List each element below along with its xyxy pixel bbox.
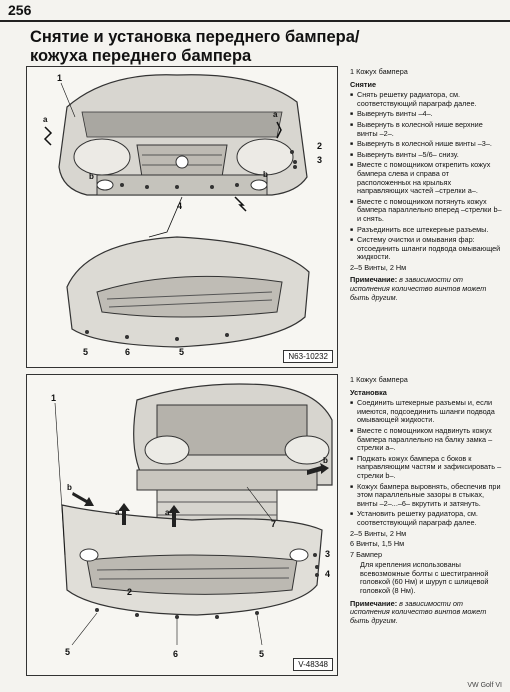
legend-item-1: 1 Кожух бампера [350,67,408,76]
installation-step: ■ Кожух бампера выровнять, обеспечив при этом параллельные зазоры в стыках, винты –2–...–6– вкрутить и затянуть. [350,483,502,509]
callout-5-left: 5 [83,347,89,357]
note-text: в зависимости от исполнения количество винтов может быть другим. [350,598,487,625]
callout-5-right: 5 [179,347,185,357]
callout-2: 2 [317,141,323,151]
callout-3: 3 [325,549,331,559]
bracket-description: Для крепления использованы всевозможные болты с шестигранной головкой (60 Нм) и шуруп с шлицевой головкой (8 Нм). [360,560,489,596]
note-text: в зависимости от исполнения количество винтов может быть другим. [350,275,487,302]
note-label: Примечание: [350,275,398,285]
bumper-removal-illustration [27,67,337,367]
removal-step: ■ Вывернуть винты –4–. [350,110,502,119]
installation-heading: Установка [350,387,387,397]
legend-screws: 2–5 Винты, 2 Нм [350,262,407,272]
legend-bracket: 7 Бампер [350,549,383,559]
callout-5-right: 5 [259,649,265,659]
removal-step: ■ Разъединить все штекерные разъемы. [350,226,502,235]
installation-text [350,376,502,625]
callout-3: 3 [317,155,323,165]
removal-step: ■ Вывернуть винты –5/6– снизу. [350,151,502,160]
figure1-code: N63-10232 [283,350,333,363]
callout-b-left: b [67,483,72,492]
removal-step: ■ Вместе с помощником открепить кожух бампера слева и справа от расположенных на крыльях направляющих частей –стрелки a–. [350,161,502,195]
callout-4: 4 [177,201,183,211]
removal-step: ■ Вывернуть в колесной нише винты –3–. [350,140,502,149]
callout-b-left: b [89,172,94,181]
removal-steps [350,91,502,262]
callout-1: 1 [57,73,63,83]
figure2-code: V-48348 [293,658,333,671]
header-rule [0,20,510,22]
callout-b-right: b [323,456,328,465]
callout-6: 6 [125,347,131,357]
page-footer: VW Golf VI [467,682,502,689]
callout-a-left: a [115,508,120,517]
removal-step: ■ Систему очистки и омывания фар: отсоединить шланги подвода омывающей жидкости. [350,236,502,262]
callout-b-right: b [263,170,268,179]
callout-6: 6 [173,649,179,659]
title-line-2: кожуха переднего бампера [30,47,252,65]
page-title [30,28,400,66]
installation-step: ■ Установить решетку радиатора, см. соответствующий параграф далее. [350,510,502,527]
callout-1: 1 [51,393,57,403]
removal-text [350,68,502,302]
removal-step: ■ Снять решетку радиатора, см. соответствующий параграф далее. [350,91,502,108]
callout-4: 4 [325,569,331,579]
callout-a-right: a [165,508,170,517]
callout-5-left: 5 [65,647,71,657]
installation-step: ■ Вместе с помощником надвинуть кожух бампера параллельно на балку замка –стрелки a–. [350,427,502,453]
title-line-1: Снятие и установка переднего бампера/ [30,28,360,46]
legend-screws-6: 6 Винты, 1,5 Нм [350,539,405,549]
callout-a-right: a [273,110,278,119]
legend-screws-2-5: 2–5 Винты, 2 Нм [350,528,407,538]
figure-bumper-removal [26,66,338,368]
installation-steps [350,399,502,527]
callout-a-left: a [43,115,48,124]
removal-step: ■ Вместе с помощником потянуть кожух бампера параллельно вперед –стрелки b– и снять. [350,198,502,224]
installation-note [350,600,502,626]
page-number: 256 [8,2,32,18]
legend-item-1: 1 Кожух бампера [350,375,408,384]
installation-step: ■ Поджать кожух бампера с боков к направляющим частям и зафиксировать –стрелки b–. [350,455,502,481]
figure-bumper-installation [26,374,338,676]
note-label: Примечание: [350,598,398,608]
removal-step: ■ Вывернуть в колесной нише верхние винты –2–. [350,121,502,138]
removal-note [350,276,502,302]
callout-2: 2 [127,587,133,597]
bumper-installation-illustration [27,375,337,675]
callout-7: 7 [271,519,277,529]
installation-step: ■ Соединить штекерные разъемы и, если имеются, подсоединить шланги подвода омывающей жидкости. [350,399,502,425]
removal-heading: Снятие [350,79,377,89]
